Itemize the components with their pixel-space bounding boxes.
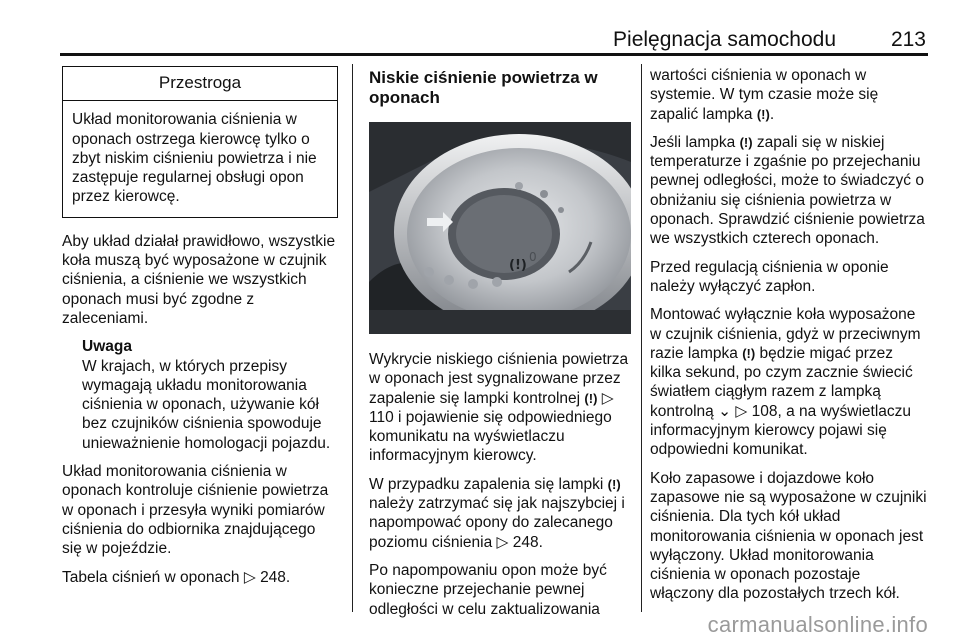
paragraph-text: zapali się w niskiej temperaturze i zgaśnie po przejechaniu pewnej odległości, może to świadczyć o obniżaniu się ciśnienia powietrza w oponach. Sprawdzić ciśnienie powietrza we wszystkich czterech oponach. [650,133,925,248]
paragraph: Przed regulacją ciśnienia w oponie należy wyłączyć zapłon. [650,258,889,295]
caution-box [62,66,338,218]
paragraph-text: pojawienie się odpowiedniego komunikatu na wyświetlaczu informacyjnym kierowcy. [369,408,612,465]
paragraph-text: należy zatrzymać się jak najszybciej i napompować opony do zalecanego poziomu ciśnienia [369,495,625,551]
column-divider [352,64,353,612]
paragraph: Koło zapasowe i dojazdowe koło zapasowe nie są wyposażone w czujniki ciśnienia. Dla tych kół układ monitorowania ciśnienia w oponach jest wyłączony. Układ monitorowania ciśnienia w oponach pozostaje włączony dla pozostałych trzech kół. [650,469,927,603]
paragraph [62,568,338,587]
paragraph-text: Wykrycie niskiego ciśnienia powietrza w oponach jest sygnalizowane przez zapalenie się lampki kontrolnej [369,351,629,407]
ref-arrow-icon: ▷ [243,568,256,586]
paragraph [650,66,928,124]
column-1 [62,66,338,596]
ref-arrow-icon: ▷ [496,533,509,551]
column-3 [650,66,928,613]
service-wrench-icon: ⌄ [718,402,732,420]
tpms-warning-icon: (!) [739,134,753,150]
column-2 [369,66,631,628]
paragraph-text: Jeśli lampka [650,133,736,151]
page-reference[interactable]: 108, [751,402,782,420]
paragraph-text: Montować wyłącznie koła wyposażone w czujnik ciśnienia, gdyż w przeciwnym razie lampka [650,306,921,362]
caution-text: Układ monitorowania ciśnienia w oponach ostrzega kierowcę tylko o zbyt niskim ciśnieniu powietrza i nie zastępuje regularnej obsługi opon przez kierowcę. [72,111,317,206]
page-number: 213 [890,28,926,51]
paragraph: Układ monitorowania ciśnienia w oponach kontroluje ciśnienie powietrza w oponach i przesyła wyniki pomiarów ciśnienia do odbiornika znajdującego się w pojeździe. [62,463,329,558]
watermark: carmanualsonline.info [707,612,928,637]
tpms-warning-icon: (!) [607,476,621,492]
paragraph [650,133,928,249]
paragraph: Po napompowaniu opon może być konieczne przejechanie pewnej odległości w celu zaktualizowania [369,561,607,618]
paragraph-text: będzie migać przez kilka sekund, po czym zacznie świecić światłem ciągłym razem z lampką kontrolną [650,344,913,420]
paragraph-text: a na wyświetlaczu informacyjnym kierowcy pojawi się odpowiedni komunikat. [650,402,912,459]
header-rule [60,53,928,56]
paragraph [369,350,631,466]
paragraph: Aby układ działał prawidłowo, wszystkie koła muszą być wyposażone w czujnik ciśnienia, a ciśnienie we wszystkich oponach musi być zgodne z zaleceniami. [62,232,336,327]
paragraph-text: . [769,105,775,123]
section-title: Niskie ciśnienie powietrza w oponach [369,68,598,107]
paragraph-text: Tabela ciśnień w oponach [62,568,240,586]
caution-title: Przestroga [63,67,337,101]
gauge-label: 0 [529,250,537,264]
paragraph-text: W przypadku zapalenia się lampki [369,475,604,493]
page-reference[interactable]: 248. [260,568,291,586]
tpms-warning-icon: (!) [742,345,756,361]
note-title: Uwaga [82,338,132,356]
tpms-warning-icon: (!) [584,390,598,406]
column-divider [641,64,642,612]
paragraph [650,305,928,459]
paragraph [369,475,631,552]
tpms-warning-icon: (!) [509,258,527,273]
page-reference[interactable]: 110 i [369,408,402,426]
instrument-cluster-illustration [369,122,631,334]
page-header [60,16,926,54]
page-reference[interactable]: 248. [512,533,543,551]
note-text: W krajach, w których przepisy wymagają układu monitorowania ciśnienia w oponach, używanie kół bez czujników ciśnienia spowoduje unieważnienie homologacji pojazdu. [82,357,331,452]
paragraph-text: wartości ciśnienia w oponach w systemie. W tym czasie może się zapalić lampka [650,67,879,123]
note-block [62,337,338,453]
ref-arrow-icon: ▷ [601,389,614,407]
tpms-warning-icon: (!) [756,106,770,122]
instrument-cluster-photo [369,122,631,334]
ref-arrow-icon: ▷ [735,402,748,420]
page-title: Pielęgnacja samochodu [613,28,836,51]
